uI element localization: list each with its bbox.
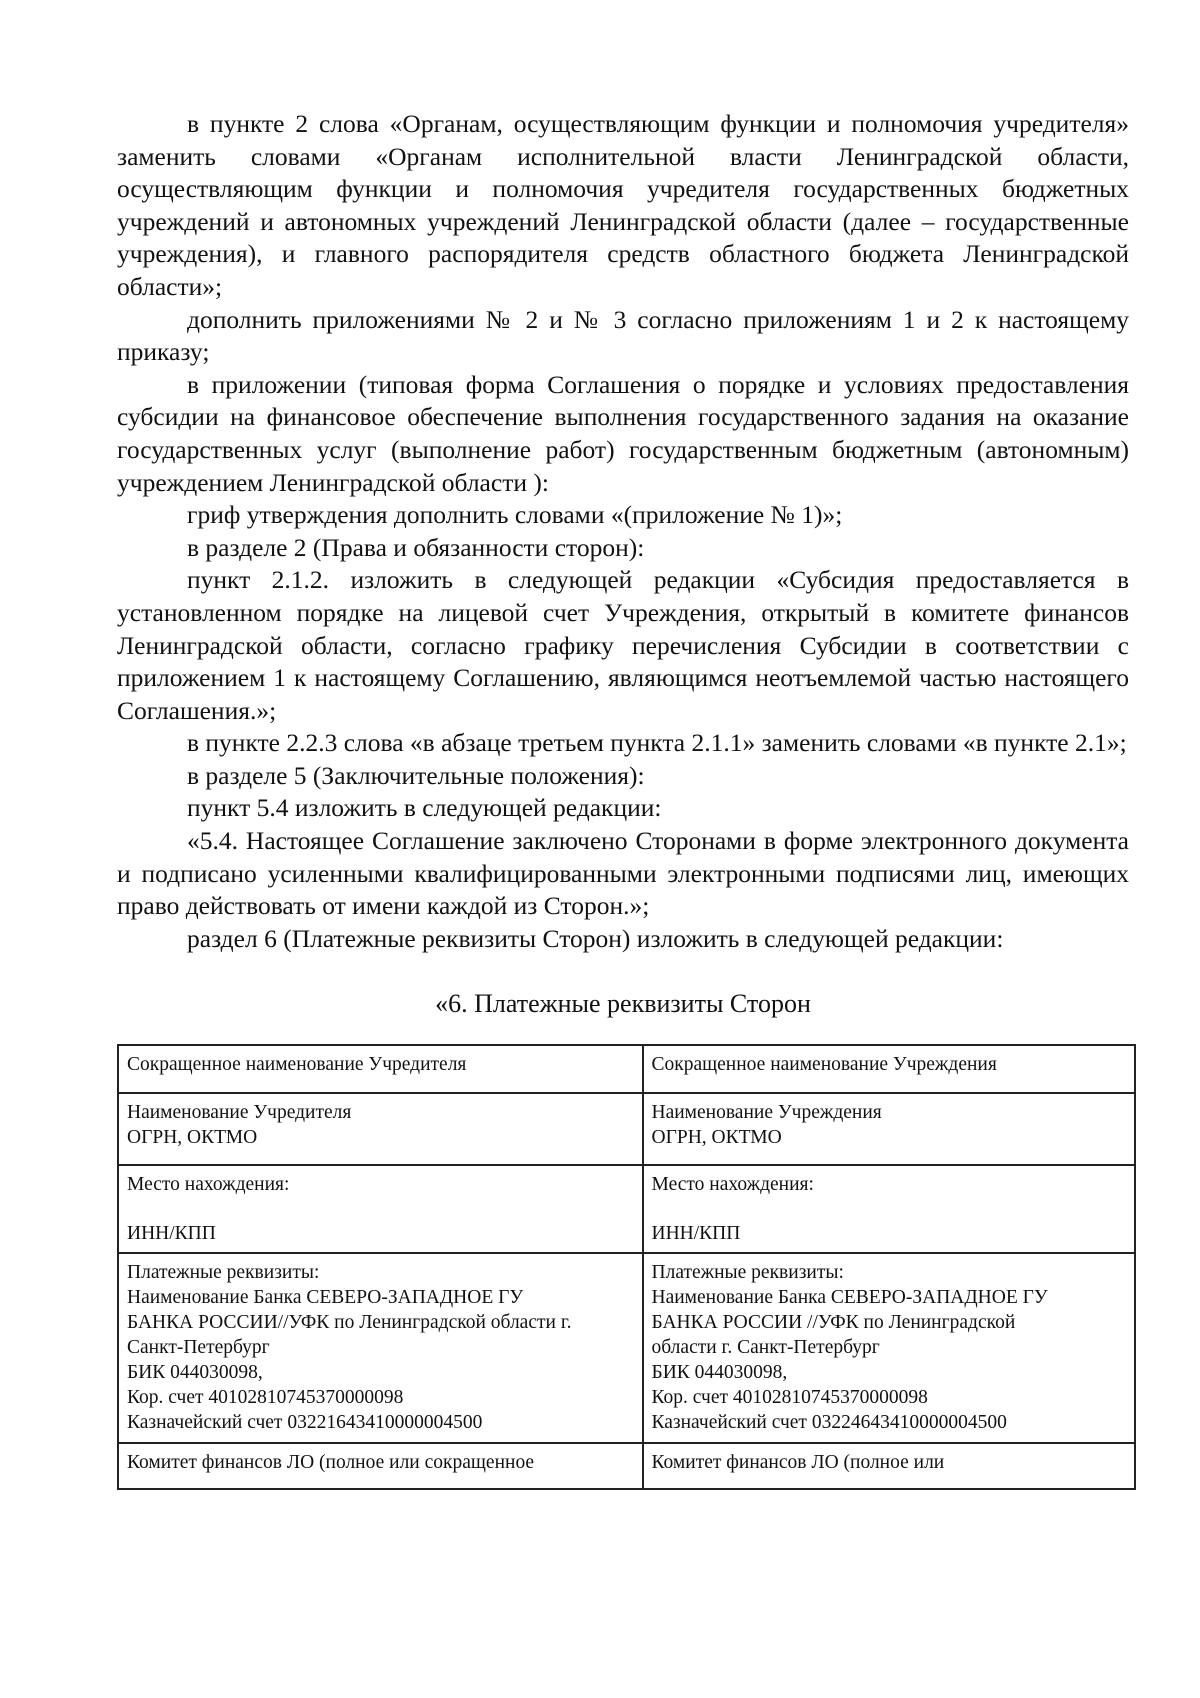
founder-ogrn: ОГРН, ОКТМО — [127, 1127, 258, 1149]
paragraph-2: дополнить приложениями № 2 и № 3 согласно приложениям 1 и 2 к настоящему приказу; — [117, 304, 1129, 367]
institution-bank-line-3: области г. Санкт-Петербург — [651, 1337, 880, 1359]
spacer — [127, 1197, 636, 1221]
institution-committee-cell — [643, 1443, 1136, 1489]
paragraph-1: в пункте 2 слова «Органам, осуществляющим функции и полномочия учредителя» заменить словами «Органам исполнительной власти Ленинградской области, осуществляющим функции и полномочия учредителя государственных бюджетных учреждений и автономных учреждений Ленинградской области (далее – государственные учреждения), и главного распорядителя средств областного бюджета Ленинградской области»; — [117, 109, 1129, 301]
spacer — [652, 1197, 1129, 1221]
founder-name-cell — [118, 1093, 643, 1165]
founder-name: Наименование Учредителя — [127, 1102, 352, 1124]
institution-short-name-cell — [643, 1045, 1136, 1093]
table-row — [118, 1045, 1135, 1093]
institution-kor-account: Кор. счет 40102810745370000098 — [651, 1387, 928, 1409]
founder-committee: Комитет финансов ЛО (полное или сокращенное — [127, 1452, 535, 1474]
institution-bank-line-1: Наименование Банка СЕВЕРО-ЗАПАДНОЕ ГУ — [651, 1287, 1048, 1309]
table-row — [118, 1093, 1135, 1165]
founder-location-cell — [118, 1165, 643, 1253]
paragraph-3: в приложении (типовая форма Соглашения о порядке и условиях предоставления субсидии на финансовое обеспечение выполнения государственного задания на оказание государственных услуг (выполнение работ) государственным бюджетным (автономным) учреждением Ленинградской области ): — [117, 369, 1129, 497]
table-row — [118, 1165, 1135, 1253]
institution-bik: БИК 044030098, — [651, 1362, 788, 1384]
founder-location: Место нахождения: — [127, 1174, 290, 1196]
founder-kor-account: Кор. счет 40102810745370000098 — [127, 1387, 404, 1409]
paragraph-6: пункт 2.1.2. изложить в следующей редакции «Субсидия предоставляется в установленном порядке на лицевой счет Учреждения, открытый в комитете финансов Ленинградской области, согласно графику перечисления Субсидии в соответствии с приложением 1 к настоящему Соглашению, являющимся неотъемлемой частью настоящего Соглашения.»; — [117, 565, 1129, 725]
paragraph-9: пункт 5.4 изложить в следующей редакции: — [187, 793, 662, 823]
section-heading: «6. Платежные реквизиты Сторон — [435, 989, 811, 1019]
paragraph-8: в разделе 5 (Заключительные положения): — [187, 760, 645, 790]
institution-location-cell — [643, 1165, 1136, 1253]
payment-details-table — [117, 1044, 1136, 1490]
founder-short-name: Сокращенное наименование Учредителя — [127, 1054, 467, 1076]
founder-bank-line-3: Санкт-Петербург — [127, 1337, 270, 1359]
document-page — [117, 108, 1129, 1490]
founder-committee-cell — [118, 1443, 643, 1489]
institution-name-cell — [643, 1093, 1136, 1165]
paragraph-5: в разделе 2 (Права и обязанности сторон): — [187, 532, 645, 562]
institution-committee: Комитет финансов ЛО (полное или — [651, 1452, 945, 1474]
paragraph-4: гриф утверждения дополнить словами «(приложение № 1)»; — [187, 500, 843, 530]
institution-inn: ИНН/КПП — [651, 1223, 741, 1245]
founder-pay-title: Платежные реквизиты: — [127, 1262, 320, 1284]
institution-name: Наименование Учреждения — [651, 1102, 882, 1124]
institution-treasury-account: Казначейский счет 03224643410000004500 — [651, 1412, 1007, 1434]
founder-short-name-cell — [118, 1045, 643, 1093]
table-row — [118, 1443, 1135, 1489]
founder-bank-line-2: БАНКА РОССИИ//УФК по Ленинградской области г. — [127, 1312, 572, 1334]
founder-inn: ИНН/КПП — [127, 1223, 216, 1245]
institution-location: Место нахождения: — [651, 1174, 814, 1196]
institution-bank-line-2: БАНКА РОССИИ //УФК по Ленинградской — [651, 1312, 1016, 1334]
founder-bank-line-1: Наименование Банка СЕВЕРО-ЗАПАДНОЕ ГУ — [127, 1287, 524, 1309]
paragraph-11: раздел 6 (Платежные реквизиты Сторон) изложить в следующей редакции: — [187, 923, 1004, 953]
founder-payment-cell — [118, 1253, 643, 1443]
founder-bik: БИК 044030098, — [127, 1362, 263, 1384]
founder-treasury-account: Казначейский счет 03221643410000004500 — [127, 1412, 483, 1434]
institution-ogrn: ОГРН, ОКТМО — [651, 1127, 782, 1149]
institution-short-name: Сокращенное наименование Учреждения — [651, 1054, 997, 1076]
paragraph-7: в пункте 2.2.3 слова «в абзаце третьем пункта 2.1.1» заменить словами «в пункте 2.1»; — [187, 728, 1127, 758]
table-row — [118, 1253, 1135, 1443]
paragraph-10: «5.4. Настоящее Соглашение заключено Сторонами в форме электронного документа и подписано усиленными квалифицированными электронными подписями лиц, имеющих право действовать от имени каждой из Сторон.»; — [117, 826, 1129, 921]
institution-pay-title: Платежные реквизиты: — [651, 1262, 844, 1284]
institution-payment-cell — [643, 1253, 1136, 1443]
